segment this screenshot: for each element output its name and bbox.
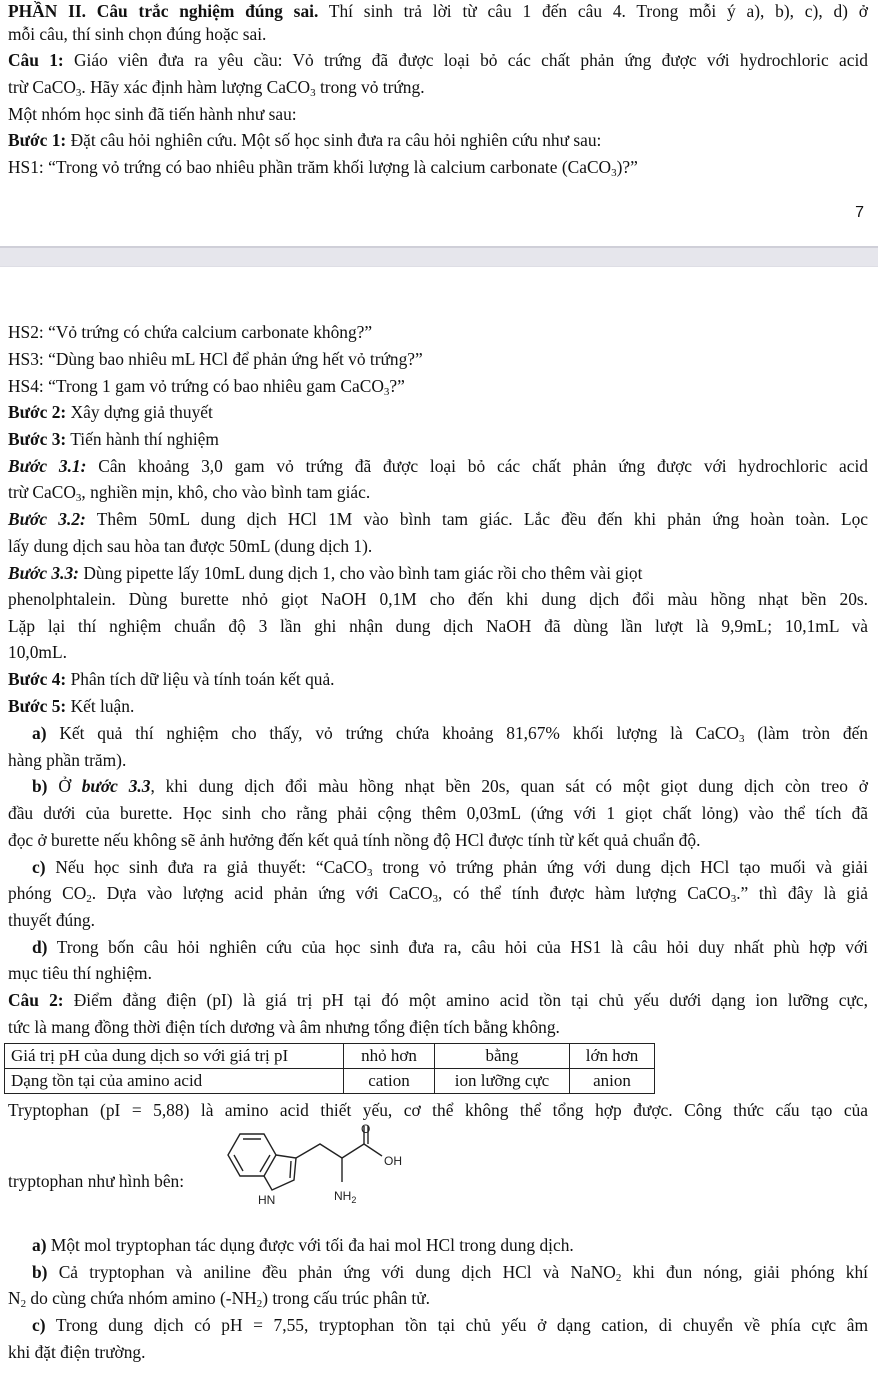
hydroxyl-label: OH <box>384 1154 402 1168</box>
table-cell: nhỏ hơn <box>344 1044 435 1069</box>
q1-step31-line-1 <box>8 455 868 478</box>
subscript: 3 <box>432 893 438 905</box>
text: Điểm đẳng điện (pI) là giá trị pH tại đó một amino acid tồn tại chủ yếu dưới dạng ion lưỡng cực, <box>73 990 868 1010</box>
text: ?” <box>389 376 405 396</box>
text: , nghiền mịn, khô, cho vào bình tam giác. <box>81 482 371 502</box>
text: , khi dung dịch đổi màu hồng nhạt bền 20s, quan sát có một giọt dung dịch còn treo ở <box>150 776 868 796</box>
q1-statement-b-line-3: đọc ở burette nếu không sẽ ảnh hưởng đến kết quả tính nồng độ HCl được tính từ kết quả chuẩn độ. <box>8 830 701 850</box>
q1-statement-c-line-1 <box>32 856 868 879</box>
step-label: Bước 3.1: <box>8 456 87 476</box>
tryptophan-bonds <box>228 1126 382 1190</box>
option-label: a) <box>32 723 47 743</box>
step-label: Bước 4: <box>8 669 67 689</box>
text: N <box>8 1288 21 1308</box>
text: Xây dựng giả thuyết <box>70 402 213 422</box>
text: Dùng pipette lấy 10mL dung dịch 1, cho vào bình tam giác rồi cho thêm vài giọt <box>83 563 643 583</box>
side-chain <box>296 1144 364 1158</box>
subscript: 2 <box>256 1298 263 1310</box>
step-label: Bước 5: <box>8 696 67 716</box>
text: Trong bốn câu hỏi nghiên cứu của học sinh đưa ra, câu hỏi của HS1 là câu hỏi duy nhất phù hợp với <box>56 937 868 957</box>
subscript: 3 <box>730 893 737 905</box>
page-break-divider <box>0 246 878 267</box>
q1-statement-b-line-1 <box>32 775 868 798</box>
q1-step32-line-1 <box>8 508 868 531</box>
table-row <box>5 1044 655 1069</box>
option-label: a) <box>32 1235 47 1255</box>
text: Kết quả thí nghiệm cho thấy, vỏ trứng chứa khoảng 81,67% khối lượng là CaCO <box>59 723 739 743</box>
section-header: PHẦN II. Câu trắc nghiệm đúng sai. <box>8 1 319 21</box>
q1-step33-line-4: 10,0mL. <box>8 642 67 662</box>
amine-subscript: 2 <box>351 1195 357 1205</box>
q1-step5-line <box>8 695 868 718</box>
hs1-question <box>8 156 868 179</box>
text: khi đun nóng, giải phóng khí <box>621 1262 868 1282</box>
q1-step33-line-2: phenolphtalein. Dùng burette nhỏ giọt NaOH 0,1M cho đến khi dung dịch đổi màu hồng nhạt bền 20s. <box>8 589 868 609</box>
nh-label: HN <box>258 1193 276 1207</box>
q1-statement-a-line-1 <box>32 722 868 745</box>
text: (làm tròn đến <box>744 723 868 743</box>
double-bond <box>290 1161 291 1178</box>
subscript: 3 <box>611 167 617 179</box>
step-label: Bước 3.3: <box>8 563 79 583</box>
text: . Dựa vào lượng acid phản ứng với CaCO <box>91 883 433 903</box>
subscript: 2 <box>86 893 92 905</box>
hs3-question: HS3: “Dùng bao nhiêu mL HCl để phản ứng hết vỏ trứng?” <box>8 349 423 369</box>
subscript: 3 <box>310 87 316 99</box>
text: Cân khoảng 3,0 gam vỏ trứng đã được loại bỏ các chất phản ứng được với hydrochloric acid <box>98 456 868 476</box>
subscript: 3 <box>75 87 82 99</box>
q1-label: Câu 1: <box>8 50 64 70</box>
q1-intro-text: Giáo viên đưa ra yêu cầu: Vỏ trứng đã được loại bỏ các chất phản ứng được với hydrochloric acid <box>73 50 868 70</box>
q2-tryptophan-line-2: tryptophan như hình bên: <box>8 1171 185 1191</box>
text: HS1: “Trong vỏ trứng có bao nhiêu phần trăm khối lượng là calcium carbonate (CaCO <box>8 157 612 177</box>
page-number: 7 <box>855 204 864 221</box>
text: Tiến hành thí nghiệm <box>70 429 219 449</box>
table-cell: Giá trị pH của dung dịch so với giá trị pI <box>5 1044 344 1069</box>
emphasis: bước 3.3 <box>81 776 151 796</box>
text: Đặt câu hỏi nghiên cứu. Một số học sinh đưa ra câu hỏi nghiên cứu như sau: <box>70 130 602 150</box>
q2-intro-line-1 <box>8 989 868 1012</box>
table-cell: ion lưỡng cực <box>435 1069 570 1094</box>
q2-intro-line-2: tức là mang đồng thời điện tích dương và âm nhưng tổng điện tích bằng không. <box>8 1017 560 1037</box>
q2-statement-b-line-2 <box>8 1287 868 1310</box>
q1-step31-line-2 <box>8 481 868 504</box>
step-label: Bước 1: <box>8 130 67 150</box>
q1-step32-line-2: lấy dung dịch sau hòa tan được 50mL (dung dịch 1). <box>8 536 373 556</box>
text: Trong dung dịch có pH = 7,55, tryptophan tồn tại chủ yếu ở dạng cation, di chuyển về phía cực âm <box>55 1315 868 1335</box>
text: ) trong cấu trúc phân tử. <box>262 1288 431 1308</box>
q1-statement-d-line-2: mục tiêu thí nghiệm. <box>8 963 152 983</box>
table-cell: bằng <box>435 1044 570 1069</box>
amine-text: NH <box>334 1189 352 1203</box>
text: Ở <box>58 776 71 796</box>
text: phóng CO <box>8 883 87 903</box>
q1-group-line: Một nhóm học sinh đã tiến hành như sau: <box>8 104 297 124</box>
q1-statement-d-line-1 <box>32 936 868 959</box>
subscript: 3 <box>739 733 745 745</box>
instructions: Thí sinh trả lời từ câu 1 đến câu 4. Trong mỗi ý a), b), c), d) ở <box>328 1 868 21</box>
q1-statement-c-line-2 <box>8 882 868 905</box>
table-row <box>5 1069 655 1094</box>
pyrrole-ring <box>264 1155 296 1190</box>
text: Kết luận. <box>70 696 135 716</box>
text: trừ CaCO <box>8 482 76 502</box>
q2-statement-c-line-2: khi đặt điện trường. <box>8 1342 146 1362</box>
table-cell: anion <box>570 1069 655 1094</box>
text: , có thể tính được hàm lượng CaCO <box>438 883 731 903</box>
text: trong vỏ trứng phản ứng với dung dịch HCl tạo muối và giải <box>372 857 868 877</box>
table-cell: lớn hơn <box>570 1044 655 1069</box>
text: Nếu học sinh đưa ra giả thuyết: “CaCO <box>55 857 368 877</box>
text: do cùng chứa nhóm amino (-NH <box>26 1288 257 1308</box>
pi-table <box>4 1043 655 1094</box>
q2-statement-c-line-1 <box>32 1314 868 1337</box>
q1-step4-line <box>8 668 868 691</box>
text: HS4: “Trong 1 gam vỏ trứng có bao nhiêu gam CaCO <box>8 376 384 396</box>
section-header-line <box>8 0 868 23</box>
step-label: Bước 2: <box>8 402 67 422</box>
q2-tryptophan-line-1: Tryptophan (pI = 5,88) là amino acid thiết yếu, cơ thể không thể tổng hợp được. Công thức cấu tạo của <box>8 1100 868 1120</box>
text: Một mol tryptophan tác dụng được với tối đa hai mol HCl trong dung dịch. <box>50 1235 574 1255</box>
text: .” thì đây là giả <box>736 883 868 903</box>
q1-statement-c-line-3: thuyết đúng. <box>8 910 95 930</box>
hs4-question <box>8 375 868 398</box>
hs2-question: HS2: “Vỏ trứng có chứa calcium carbonate không?” <box>8 322 373 342</box>
option-label: c) <box>32 857 46 877</box>
text: . Hãy xác định hàm lượng CaCO <box>81 77 311 97</box>
step-label: Bước 3: <box>8 429 67 449</box>
subscript: 2 <box>20 1298 27 1310</box>
option-label: b) <box>32 1262 48 1282</box>
q1-step3-line <box>8 428 868 451</box>
table-cell: cation <box>344 1069 435 1094</box>
text: Phân tích dữ liệu và tính toán kết quả. <box>70 669 335 689</box>
subscript: 2 <box>615 1272 622 1284</box>
option-label: c) <box>32 1315 46 1335</box>
q1-statement-b-line-2: đầu dưới của burette. Học sinh cho rằng phải cộng thêm 0,03mL (ứng với 1 giọt chất lỏng) vào thể tích đã <box>8 803 868 823</box>
subscript: 3 <box>383 386 390 398</box>
subscript: 3 <box>75 492 82 504</box>
q1-intro-line-2 <box>8 76 868 99</box>
q2-label: Câu 2: <box>8 990 64 1010</box>
step-label: Bước 3.2: <box>8 509 86 529</box>
q1-intro-line-1 <box>8 49 868 72</box>
q1-step33-line-3: Lặp lại thí nghiệm chuẩn độ 3 lần ghi nhận dung dịch NaOH đã dùng lần lượt là 9,9mL; 10,1mL và <box>8 616 868 636</box>
text: )?” <box>616 157 638 177</box>
text: trừ CaCO <box>8 77 76 97</box>
instructions-line-2: mỗi câu, thí sinh chọn đúng hoặc sai. <box>8 24 267 44</box>
tryptophan-structure <box>212 1122 412 1218</box>
hydroxyl-bond <box>364 1144 382 1156</box>
text: Cả tryptophan và aniline đều phản ứng với dung dịch HCl và NaNO <box>58 1262 616 1282</box>
q1-statement-a-line-2: hàng phần trăm). <box>8 750 127 770</box>
oxygen-label: O <box>361 1122 371 1136</box>
q1-step33-line-1 <box>8 562 868 585</box>
q2-statement-b-line-1 <box>32 1261 868 1284</box>
option-label: d) <box>32 937 48 957</box>
amine-label <box>334 1189 356 1205</box>
benzene-ring <box>228 1134 276 1176</box>
q2-statement-a <box>32 1234 868 1257</box>
q1-step1-line <box>8 129 868 152</box>
option-label: b) <box>32 776 48 796</box>
subscript: 3 <box>367 867 373 879</box>
q1-step2-line <box>8 401 868 424</box>
text: trong vỏ trứng. <box>315 77 425 97</box>
text: Thêm 50mL dung dịch HCl 1M vào bình tam giác. Lắc đều đến khi phản ứng hoàn toàn. Lọc <box>96 509 868 529</box>
table-cell: Dạng tồn tại của amino acid <box>5 1069 344 1094</box>
